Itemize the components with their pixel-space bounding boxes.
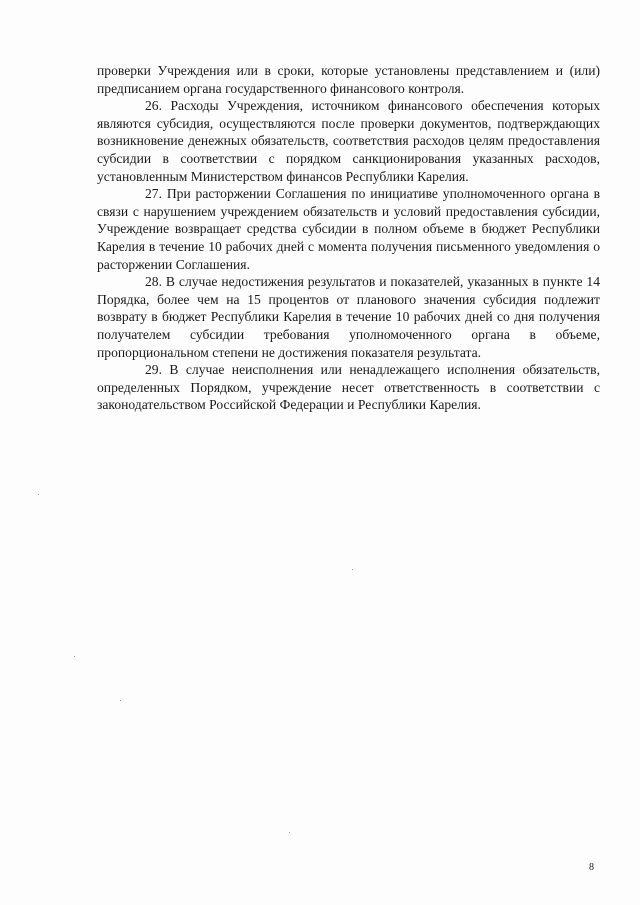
scan-speck xyxy=(38,494,39,495)
scan-speck xyxy=(74,656,75,657)
paragraph-29: 29. В случае неисполнения или ненадлежащего исполнения обязательств, определенных Порядком, учреждение несет ответственность в соответствии с законодательством Российской Федерации и Республики Карелия. xyxy=(97,362,600,413)
paragraph-28: 28. В случае недостижения результатов и показателей, указанных в пункте 14 Порядка, более чем на 15 процентов от планового значения субсидия подлежит возврату в бюджет Республики Карелия в течение 10 рабочих дней со дня получения получателем субсидии требования уполномоченного органа в объеме, пропорциональном степени не достижения показателя результата. xyxy=(97,274,600,360)
scan-speck xyxy=(289,832,290,833)
scan-speck xyxy=(352,569,353,570)
document-body xyxy=(97,62,600,414)
page-number: 8 xyxy=(589,862,594,873)
scan-speck xyxy=(120,700,121,701)
paragraph-26: 26. Расходы Учреждения, источником финансового обеспечения которых являются субсидия, осуществляются после проверки документов, подтверждающих возникновение денежных обязательств, соответствия расходов целям предоставления субсидии в соответствии с порядком санкционирования указанных расходов, установленным Министерством финансов Республики Карелия. xyxy=(97,98,600,184)
paragraph-27: 27. При расторжении Соглашения по инициативе уполномоченного органа в связи с нарушением учреждением обязательств и условий предоставления субсидии, Учреждение возвращает средства субсидии в полном объеме в бюджет Республики Карелия в течение 10 рабочих дней с момента получения письменного уведомления о расторжении Соглашения. xyxy=(97,186,600,272)
paragraph-continuation: проверки Учреждения или в сроки, которые установлены представлением и (или) предписанием органа государственного финансового контроля. xyxy=(97,63,600,96)
